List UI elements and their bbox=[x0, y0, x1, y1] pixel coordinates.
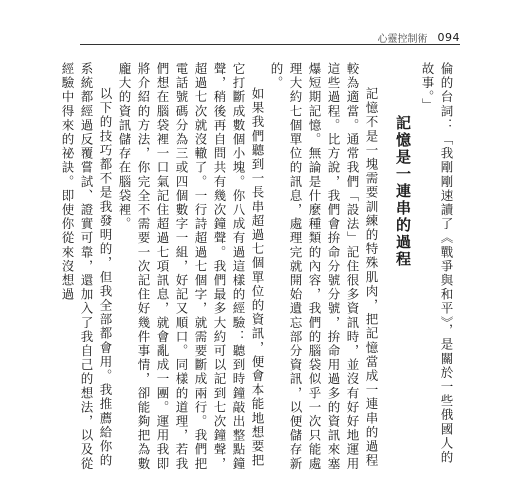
vertical-text-body bbox=[56, 62, 456, 472]
page-number: 094 bbox=[437, 31, 460, 44]
body-paragraph-2: 如果我們聽到一長串超過七個單位的資訊，便會本能地想要把它打斷成數個小塊。你八成有過這樣的經驗：聽到時鐘敲出整點鐘聲，稍後再自問共有幾次鐘聲。我們最多大約可以記到七次鐘聲，超過七次就沒轍了。一行詩超過七個字，就需要斷成兩行。我們把電話號碼分為三或四個數字一組，好記又順口。同樣的道理，若我們想在腦袋裡一口氣記住超過七項訊息，就會亂成一團。運用我即將介紹的方法，你完全不需要一次記住好幾件事情，卻能夠把為數龐大的資訊儲存在腦袋裡。 bbox=[117, 62, 265, 471]
header-rule bbox=[80, 44, 460, 45]
intro-paragraph: 倫的台詞：「我剛剛速讀了《戰爭與和平》，是關於一些俄國人的故事。」 bbox=[420, 62, 454, 465]
body-paragraph-1: 記憶不是一塊需要訓練的特殊肌肉，把記憶當成一連串的過程較為適當。通常我們「設法」記住很多資訊時，並沒有好好地運用這些過程。比方說，我們會拚命分號分號，拚命用過多的資訊來塞爆短期記憶。無論是什麼種類的內容，我們的腦袋似乎一次只能處理大約七個單位的訊息，處理完就開始遺忘部分資訊，以便儲存新的。 bbox=[269, 62, 379, 471]
section-heading: 記憶是一連串的過程 bbox=[394, 114, 412, 268]
body-paragraph-3: 以下的技巧都不是我發明的，但我全部都會用。我推薦給你的系統都經過反覆嘗試、證實可靠，還加入了我自己的想法，以及從經驗中得來的祕訣。即使你從來沒想過 bbox=[60, 62, 113, 471]
running-header bbox=[310, 30, 460, 45]
running-title: 心靈控制術 bbox=[377, 34, 428, 45]
